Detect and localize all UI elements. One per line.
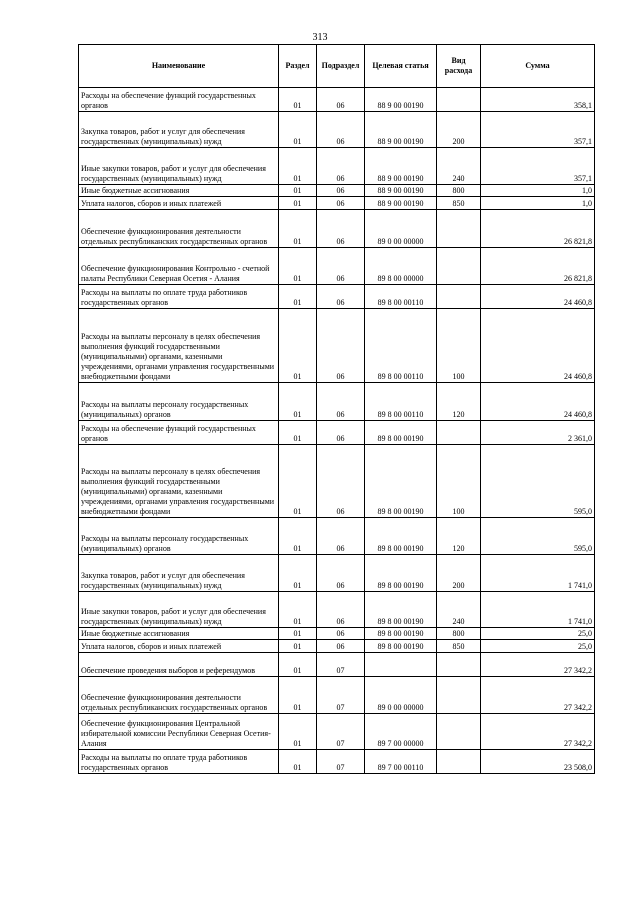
table-row: [79, 555, 595, 592]
table-row: [79, 285, 595, 309]
row-subsection: 06: [317, 628, 365, 640]
table-row: [79, 653, 595, 677]
table-row: [79, 628, 595, 640]
table-row: [79, 88, 595, 112]
row-section: 01: [279, 383, 317, 421]
row-name: Расходы на обеспечение функций государственных органов: [79, 88, 279, 112]
row-name: Обеспечение функционирования деятельности отдельных республиканских государственных органов: [79, 677, 279, 714]
header-subsection: Подраздел: [317, 45, 365, 88]
table-row: [79, 677, 595, 714]
row-amount: 24 460,8: [481, 285, 595, 309]
table-row: [79, 309, 595, 383]
row-amount: 595,0: [481, 518, 595, 555]
row-type: 850: [437, 640, 481, 653]
row-target: 89 8 00 00190: [365, 555, 437, 592]
row-section: 01: [279, 445, 317, 518]
row-section: 01: [279, 248, 317, 285]
row-section: 01: [279, 197, 317, 210]
row-amount: 1 741,0: [481, 555, 595, 592]
row-subsection: 06: [317, 88, 365, 112]
row-type: [437, 750, 481, 774]
table-header-row: [79, 45, 595, 88]
row-amount: 23 508,0: [481, 750, 595, 774]
row-section: 01: [279, 628, 317, 640]
row-section: 01: [279, 421, 317, 445]
row-subsection: 06: [317, 421, 365, 445]
row-type: [437, 653, 481, 677]
row-target: [365, 653, 437, 677]
row-section: 01: [279, 750, 317, 774]
row-section: 01: [279, 285, 317, 309]
row-name: Обеспечение функционирования Центральной избирательной комиссии Республики Северная Осетия-Алания: [79, 714, 279, 750]
table-row: [79, 248, 595, 285]
header-target: Целевая статья: [365, 45, 437, 88]
row-target: 89 0 00 00000: [365, 677, 437, 714]
row-amount: 27 342,2: [481, 653, 595, 677]
row-type: [437, 88, 481, 112]
row-target: 89 8 00 00190: [365, 518, 437, 555]
row-amount: 1,0: [481, 197, 595, 210]
row-subsection: 06: [317, 309, 365, 383]
row-target: 89 8 00 00190: [365, 421, 437, 445]
row-subsection: 06: [317, 248, 365, 285]
row-name: Расходы на выплаты персоналу государственных (муниципальных) органов: [79, 518, 279, 555]
row-type: 240: [437, 148, 481, 185]
row-target: 88 9 00 00190: [365, 148, 437, 185]
row-amount: 1,0: [481, 185, 595, 197]
row-subsection: 06: [317, 555, 365, 592]
row-target: 89 7 00 00000: [365, 714, 437, 750]
row-target: 89 8 00 00190: [365, 592, 437, 628]
row-name: Иные бюджетные ассигнования: [79, 628, 279, 640]
row-name: Уплата налогов, сборов и иных платежей: [79, 197, 279, 210]
row-amount: 595,0: [481, 445, 595, 518]
table-row: [79, 148, 595, 185]
row-section: 01: [279, 653, 317, 677]
table-row: [79, 518, 595, 555]
table-row: [79, 750, 595, 774]
row-target: 88 9 00 00190: [365, 112, 437, 148]
row-section: 01: [279, 88, 317, 112]
row-name: Расходы на выплаты по оплате труда работников государственных органов: [79, 285, 279, 309]
row-section: 01: [279, 592, 317, 628]
row-type: 800: [437, 628, 481, 640]
header-amount: Сумма: [481, 45, 595, 88]
row-subsection: 07: [317, 677, 365, 714]
row-type: 240: [437, 592, 481, 628]
row-amount: 27 342,2: [481, 714, 595, 750]
row-target: 89 8 00 00190: [365, 445, 437, 518]
table-row: [79, 714, 595, 750]
row-section: 01: [279, 640, 317, 653]
table-row: [79, 185, 595, 197]
row-name: Уплата налогов, сборов и иных платежей: [79, 640, 279, 653]
row-target: 89 8 00 00000: [365, 248, 437, 285]
row-amount: 358,1: [481, 88, 595, 112]
row-name: Закупка товаров, работ и услуг для обеспечения государственных (муниципальных) нужд: [79, 555, 279, 592]
table-row: [79, 640, 595, 653]
row-type: [437, 714, 481, 750]
row-subsection: 06: [317, 518, 365, 555]
row-section: 01: [279, 148, 317, 185]
row-subsection: 06: [317, 640, 365, 653]
row-name: Иные закупки товаров, работ и услуг для обеспечения государственных (муниципальных) нужд: [79, 592, 279, 628]
row-target: 89 8 00 00190: [365, 628, 437, 640]
row-type: 120: [437, 518, 481, 555]
row-subsection: 06: [317, 285, 365, 309]
row-section: 01: [279, 518, 317, 555]
row-name: Иные бюджетные ассигнования: [79, 185, 279, 197]
budget-table: [78, 44, 595, 774]
row-section: 01: [279, 210, 317, 248]
row-amount: 357,1: [481, 112, 595, 148]
row-section: 01: [279, 677, 317, 714]
row-name: Расходы на выплаты персоналу в целях обеспечения выполнения функций государственными (муниципальными) органами, казенными учреждениями, органами управления государственными внебюджетными фондами: [79, 445, 279, 518]
header-name: Наименование: [79, 45, 279, 88]
row-section: 01: [279, 714, 317, 750]
row-subsection: 06: [317, 445, 365, 518]
table-row: [79, 421, 595, 445]
row-name: Расходы на выплаты по оплате труда работников государственных органов: [79, 750, 279, 774]
row-name: Иные закупки товаров, работ и услуг для обеспечения государственных (муниципальных) нужд: [79, 148, 279, 185]
row-type: 850: [437, 197, 481, 210]
row-section: 01: [279, 309, 317, 383]
row-amount: 27 342,2: [481, 677, 595, 714]
row-name: Расходы на обеспечение функций государственных органов: [79, 421, 279, 445]
table-row: [79, 197, 595, 210]
row-type: [437, 285, 481, 309]
row-subsection: 07: [317, 750, 365, 774]
row-target: 89 8 00 00110: [365, 309, 437, 383]
row-type: 200: [437, 555, 481, 592]
row-subsection: 06: [317, 210, 365, 248]
row-type: 200: [437, 112, 481, 148]
row-amount: 1 741,0: [481, 592, 595, 628]
header-section: Раздел: [279, 45, 317, 88]
row-name: Обеспечение проведения выборов и референдумов: [79, 653, 279, 677]
row-target: 88 9 00 00190: [365, 88, 437, 112]
row-section: 01: [279, 112, 317, 148]
row-amount: 25,0: [481, 628, 595, 640]
row-section: 01: [279, 185, 317, 197]
row-subsection: 07: [317, 653, 365, 677]
row-type: [437, 210, 481, 248]
row-target: 88 9 00 00190: [365, 197, 437, 210]
row-name: Обеспечение функционирования Контрольно - счетной палаты Республики Северная Осетия - Алания: [79, 248, 279, 285]
row-name: Расходы на выплаты персоналу государственных (муниципальных) органов: [79, 383, 279, 421]
row-amount: 24 460,8: [481, 383, 595, 421]
table-row: [79, 592, 595, 628]
row-type: [437, 248, 481, 285]
row-amount: 26 821,8: [481, 210, 595, 248]
row-section: 01: [279, 555, 317, 592]
row-subsection: 06: [317, 197, 365, 210]
row-name: Обеспечение функционирования деятельности отдельных республиканских государственных органов: [79, 210, 279, 248]
row-type: 800: [437, 185, 481, 197]
header-type: Вид расхода: [437, 45, 481, 88]
row-target: 89 8 00 00110: [365, 285, 437, 309]
row-subsection: 06: [317, 383, 365, 421]
row-amount: 2 361,0: [481, 421, 595, 445]
row-type: 100: [437, 309, 481, 383]
row-target: 89 0 00 00000: [365, 210, 437, 248]
row-amount: 24 460,8: [481, 309, 595, 383]
row-name: Закупка товаров, работ и услуг для обеспечения государственных (муниципальных) нужд: [79, 112, 279, 148]
row-type: [437, 421, 481, 445]
row-target: 88 9 00 00190: [365, 185, 437, 197]
row-target: 89 8 00 00110: [365, 383, 437, 421]
table-row: [79, 210, 595, 248]
table-row: [79, 383, 595, 421]
row-subsection: 06: [317, 112, 365, 148]
row-subsection: 07: [317, 714, 365, 750]
row-amount: 26 821,8: [481, 248, 595, 285]
row-name: Расходы на выплаты персоналу в целях обеспечения выполнения функций государственными (муниципальными) органами, казенными учреждениями, органами управления государственными внебюджетными фондами: [79, 309, 279, 383]
row-subsection: 06: [317, 185, 365, 197]
row-type: [437, 677, 481, 714]
row-target: 89 7 00 00110: [365, 750, 437, 774]
row-amount: 25,0: [481, 640, 595, 653]
page-number: 313: [312, 32, 328, 43]
row-amount: 357,1: [481, 148, 595, 185]
row-subsection: 06: [317, 592, 365, 628]
row-subsection: 06: [317, 148, 365, 185]
row-target: 89 8 00 00190: [365, 640, 437, 653]
table-row: [79, 445, 595, 518]
table-row: [79, 112, 595, 148]
row-type: 120: [437, 383, 481, 421]
row-type: 100: [437, 445, 481, 518]
